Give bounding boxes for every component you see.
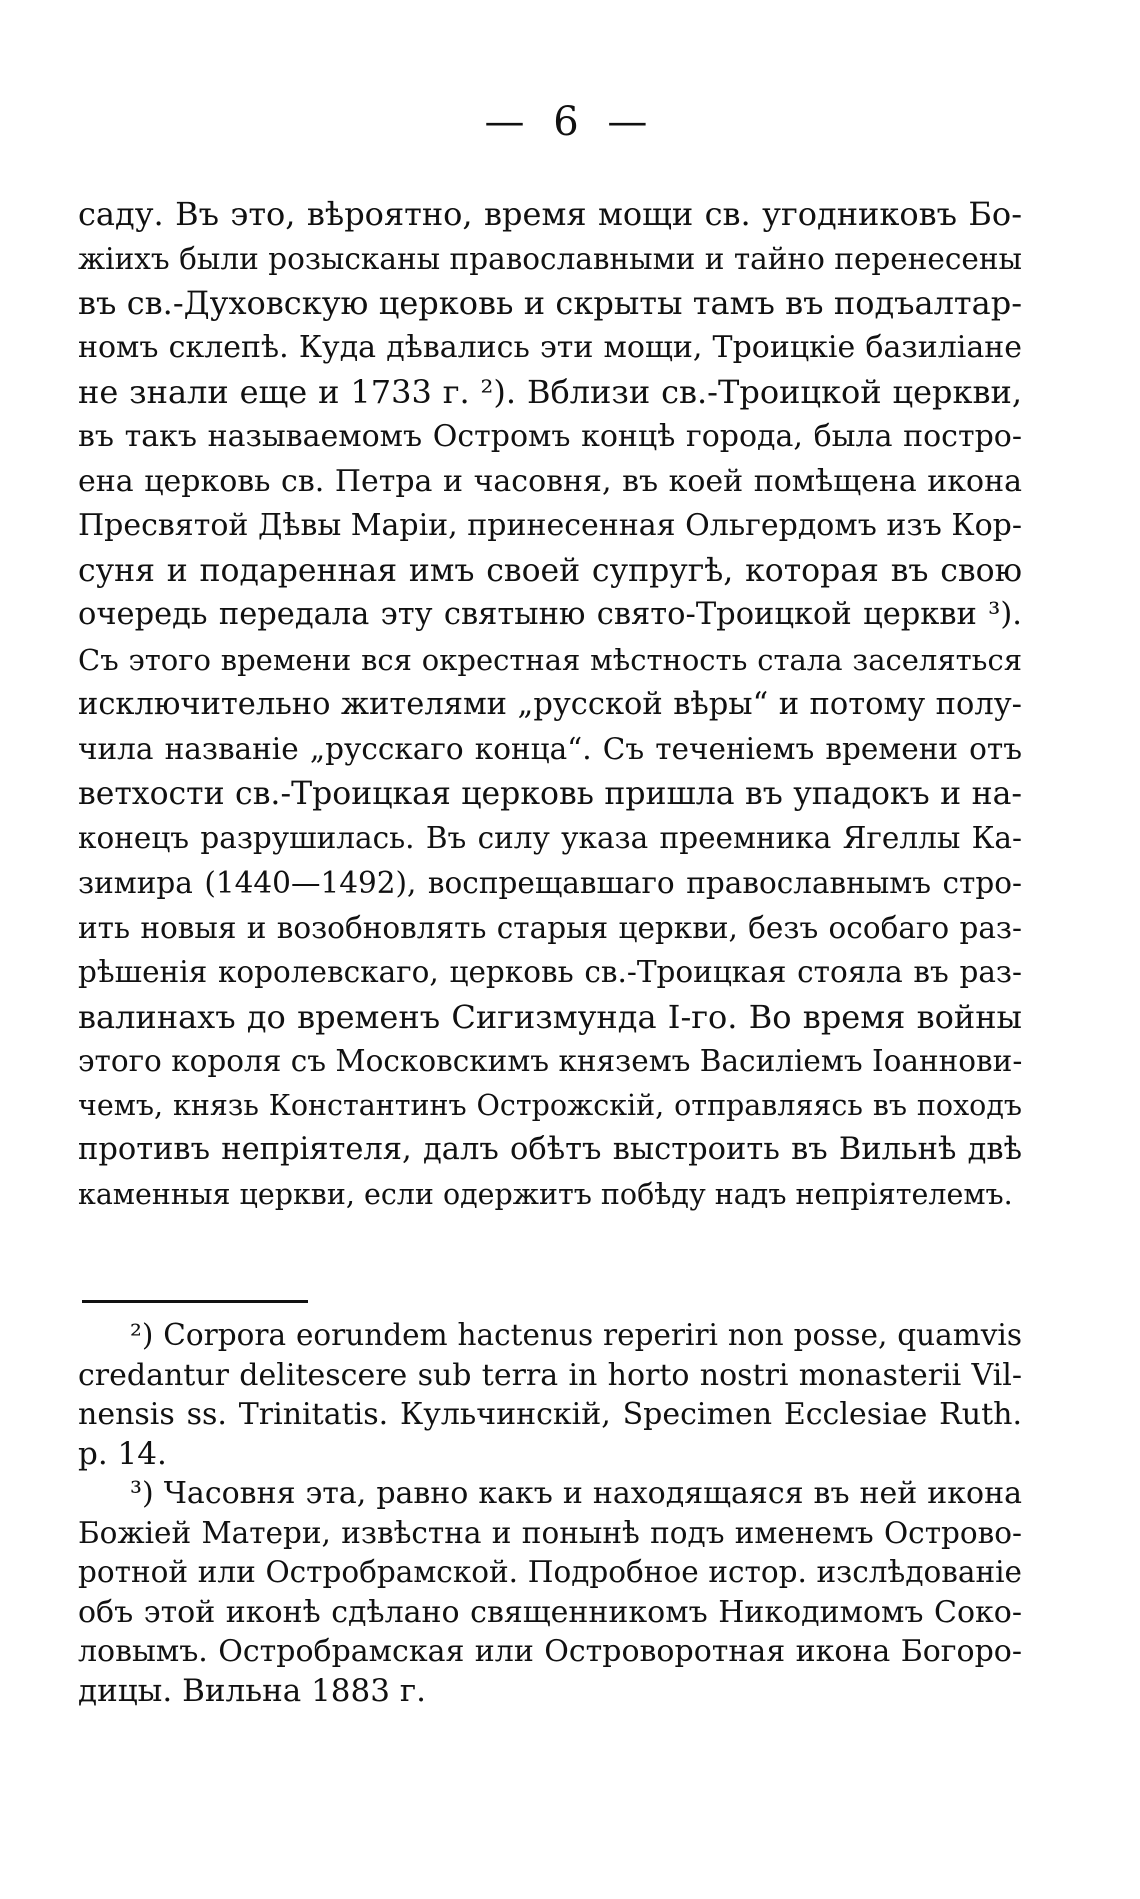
body-line: очередь передала эту святыню свято-Троицкой церкви ³). bbox=[78, 597, 1022, 633]
body-line: ена церковь св. Петра и часовня, въ коей помѣщена икона bbox=[78, 463, 1022, 499]
body-line: чила названіе „русскаго конца“. Съ теченіемъ времени отъ bbox=[78, 732, 1022, 767]
body-line: ить новыя и возобновлять старыя церкви, безъ особаго раз- bbox=[78, 910, 1022, 945]
body-line: противъ непріятеля, далъ обѣтъ выстроить въ Вильнѣ двѣ bbox=[78, 1132, 1022, 1168]
footnote-line: nensis ss. Trinitatis. Кульчинскій, Specimen Ecclesiae Ruth. bbox=[78, 1397, 1022, 1432]
body-line: каменныя церкви, если одержитъ побѣду надъ непріятелемъ. bbox=[78, 1178, 1013, 1212]
body-line: валинахъ до временъ Сигизмунда I-го. Во время войны bbox=[78, 997, 1022, 1036]
body-line: чемъ, князь Константинъ Острожскій, отправляясь въ походъ bbox=[78, 1088, 1022, 1122]
footnote-divider bbox=[82, 1300, 308, 1303]
footnote-line: p. 14. bbox=[78, 1435, 167, 1472]
body-line: номъ склепѣ. Куда дѣвались эти мощи, Троицкіе базиліане bbox=[78, 329, 1022, 365]
body-line: въ св.-Духовскую церковь и скрыты тамъ въ подъалтар- bbox=[78, 284, 1022, 323]
footnote-line: ловымъ. Остробрамская или Островоротная икона Богоро- bbox=[78, 1634, 1022, 1669]
footnote-line: дицы. Вильна 1883 г. bbox=[78, 1672, 426, 1709]
body-line: зимира (1440—1492), воспрещавшаго православнымъ стро- bbox=[78, 865, 1022, 900]
footnote-line: ²) Corpora eorundem hactenus reperiri non posse, quamvis bbox=[130, 1318, 1022, 1352]
body-line: саду. Въ это, вѣроятно, время мощи св. угодниковъ Бо- bbox=[78, 195, 1022, 233]
footnote-line: ротной или Остробрамской. Подробное истор. изслѣдованіе bbox=[78, 1555, 1022, 1589]
footnote-line: объ этой иконѣ сдѣлано священникомъ Никодимомъ Соко- bbox=[78, 1594, 1022, 1630]
footnote-line: ³) Часовня эта, равно какъ и находящаяся въ ней икона bbox=[130, 1476, 1022, 1511]
body-line: въ такъ называемомъ Остромъ концѣ города, была постро- bbox=[78, 418, 1022, 454]
body-line: Съ этого времени вся окрестная мѣстность стала заселяться bbox=[78, 642, 1022, 677]
body-text bbox=[78, 192, 1022, 1218]
body-line: суня и подаренная имъ своей супругѣ, которая въ свою bbox=[78, 552, 1022, 589]
body-line: жіихъ были розысканы православными и тайно перенесены bbox=[78, 241, 1022, 276]
body-line: не знали еще и 1733 г. ²). Вблизи св.-Троицкой церкви, bbox=[78, 373, 1022, 412]
footnotes bbox=[78, 1316, 1022, 1711]
footnote-2 bbox=[78, 1316, 1022, 1474]
body-line: конецъ разрушилась. Въ силу указа преемника Ягеллы Ка- bbox=[78, 821, 1022, 856]
footnote-3 bbox=[78, 1474, 1022, 1711]
footnote-line: Божіей Матери, извѣстна и понынѣ подъ именемъ Острово- bbox=[78, 1515, 1022, 1550]
footnote-line: credantur delitescere sub terra in horto nostri monasterii Vil- bbox=[78, 1357, 1022, 1393]
body-line: Пресвятой Дѣвы Маріи, принесенная Ольгердомъ изъ Кор- bbox=[78, 508, 1022, 544]
body-line: ветхости св.-Троицкая церковь пришла въ упадокъ и на- bbox=[78, 775, 1022, 812]
body-line: рѣшенія королевскаго, церковь св.-Троицкая стояла въ раз- bbox=[78, 955, 1022, 990]
page-number: — 6 — bbox=[484, 99, 656, 145]
body-line: этого короля съ Московскимъ княземъ Василіемъ Іоаннови- bbox=[78, 1044, 1023, 1079]
body-line: исключительно жителями „русской вѣры“ и потому полу- bbox=[78, 686, 1022, 722]
